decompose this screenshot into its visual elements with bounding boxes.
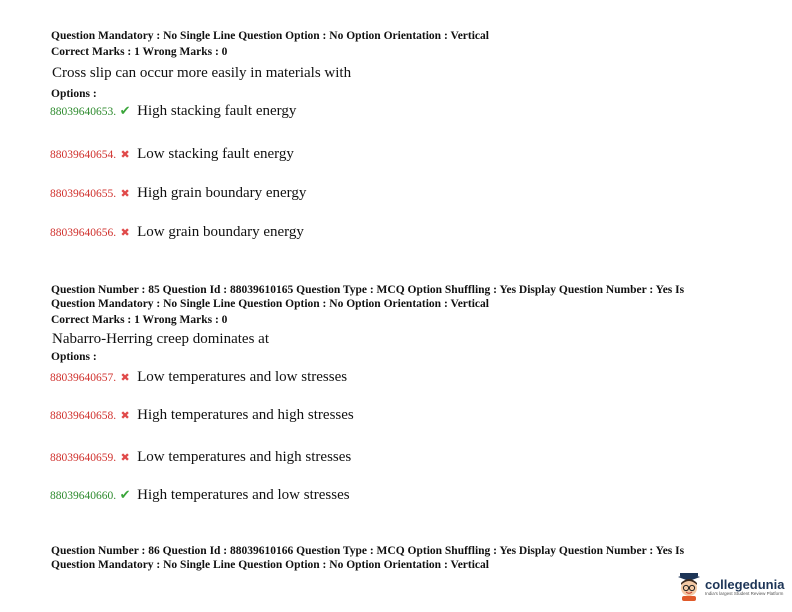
option-id: 88039640659. xyxy=(50,452,117,464)
cross-icon: ✖ xyxy=(120,371,130,384)
option-id: 88039640654. xyxy=(50,149,117,161)
cross-icon: ✖ xyxy=(120,187,130,200)
options-label: Options : xyxy=(51,351,97,363)
question-text: Nabarro-Herring creep dominates at xyxy=(52,331,269,347)
option-id: 88039640658. xyxy=(50,410,117,422)
option-text: Low stacking fault energy xyxy=(137,146,294,162)
student-avatar-icon xyxy=(676,573,702,601)
option-row xyxy=(50,487,350,504)
option-row xyxy=(50,224,304,241)
brand-tagline: India's largest Student Review Platform xyxy=(705,590,784,596)
option-id: 88039640655. xyxy=(50,188,117,200)
marks-line: Correct Marks : 1 Wrong Marks : 0 xyxy=(51,46,228,58)
cross-icon: ✖ xyxy=(120,226,130,239)
marks-line: Correct Marks : 1 Wrong Marks : 0 xyxy=(51,314,228,326)
option-id: 88039640657. xyxy=(50,372,117,384)
check-icon: ✔ xyxy=(119,104,131,119)
check-icon: ✔ xyxy=(119,488,131,503)
option-id: 88039640653. xyxy=(50,106,117,118)
cross-icon: ✖ xyxy=(120,451,130,464)
option-text: Low temperatures and high stresses xyxy=(137,449,352,465)
option-row xyxy=(50,449,351,466)
option-row xyxy=(50,185,306,202)
option-row xyxy=(50,407,354,424)
question-text: Cross slip can occur more easily in materials with xyxy=(52,65,352,81)
option-text: Low grain boundary energy xyxy=(137,224,304,240)
option-row xyxy=(50,146,294,163)
question-header-line: Question Number : 86 Question Id : 88039610166 Question Type : MCQ Option Shuffling : Yes Display Question Number : Yes Is xyxy=(51,545,685,557)
option-id: 88039640660. xyxy=(50,490,117,502)
option-text: High temperatures and low stresses xyxy=(137,487,350,503)
cross-icon: ✖ xyxy=(120,409,130,422)
brand-name: collegedunia xyxy=(705,576,785,592)
cross-icon: ✖ xyxy=(120,148,130,161)
option-text: Low temperatures and low stresses xyxy=(137,369,348,385)
question-meta-line: Question Mandatory : No Single Line Question Option : No Option Orientation : Vertical xyxy=(51,30,489,42)
question-meta-line: Question Mandatory : No Single Line Question Option : No Option Orientation : Vertical xyxy=(51,559,489,571)
question-meta-line: Question Mandatory : No Single Line Question Option : No Option Orientation : Vertical xyxy=(51,298,489,310)
option-text: High grain boundary energy xyxy=(137,185,307,201)
options-label: Options : xyxy=(51,88,97,100)
option-row xyxy=(50,369,347,386)
option-text: High stacking fault energy xyxy=(137,103,297,119)
question-header-line: Question Number : 85 Question Id : 88039610165 Question Type : MCQ Option Shuffling : Yes Display Question Number : Yes Is xyxy=(51,284,685,296)
option-text: High temperatures and high stresses xyxy=(137,407,354,423)
option-id: 88039640656. xyxy=(50,227,117,239)
collegedunia-logo xyxy=(676,573,784,601)
option-row xyxy=(50,103,296,120)
